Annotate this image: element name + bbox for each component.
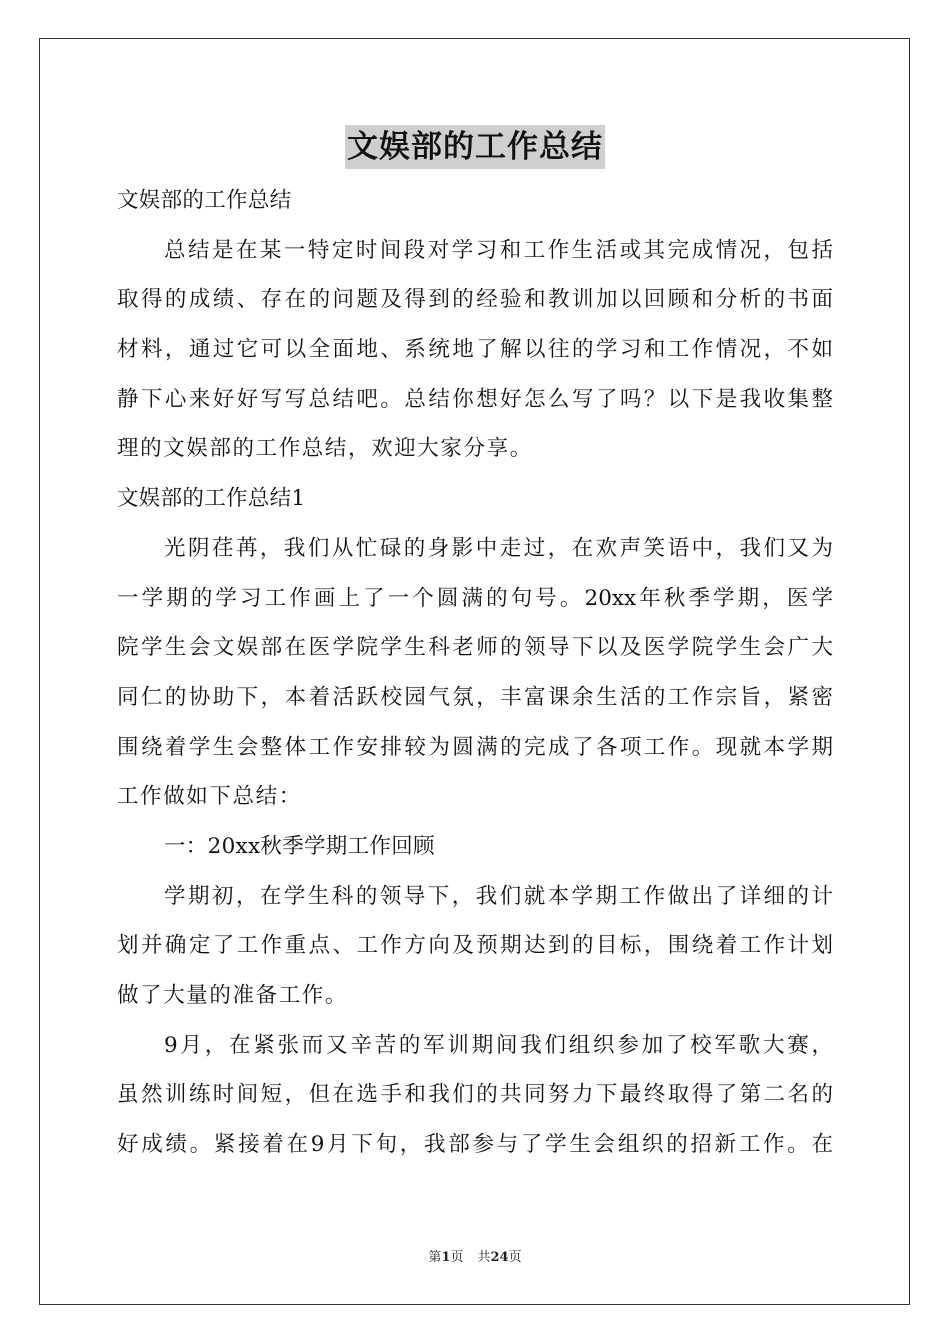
paragraph-line: 理的文娱部的工作总结，欢迎大家分享。 (117, 436, 533, 462)
paragraph-line: 划并确定了工作重点、工作方向及预期达到的目标，围绕着工作计划 (117, 933, 833, 959)
document-title-text: 文娱部的工作总结 (345, 125, 605, 169)
paragraph-line: 虽然训练时间短，但在选手和我们的共同努力下最终取得了第二名的 (117, 1082, 833, 1108)
paragraph-line: 静下心来好好写写总结吧。总结你想好怎么写了吗？以下是我收集整 (117, 386, 833, 412)
paragraph-line: 9月，在紧张而又辛苦的军训期间我们组织参加了校军歌大赛， (164, 1032, 833, 1058)
paragraph-line: 围绕着学生会整体工作安排较为圆满的完成了各项工作。现就本学期 (117, 734, 833, 760)
subsection-heading: 一：20xx秋季学期工作回顾 (164, 833, 435, 859)
subtitle-line: 文娱部的工作总结 (117, 188, 292, 213)
paragraph-line: 学期初，在学生科的领导下，我们就本学期工作做出了详细的计 (164, 883, 833, 909)
paragraph-line: 总结是在某一特定时间段对学习和工作生活或其完成情况，包括 (164, 237, 833, 263)
paragraph-line: 工作做如下总结： (117, 784, 302, 810)
paragraph-line: 取得的成绩、存在的问题及得到的经验和教训加以回顾和分析的书面 (117, 287, 833, 313)
page-number-footer (0, 1246, 950, 1265)
paragraph-line: 做了大量的准备工作。 (117, 983, 349, 1008)
paragraph-line: 好成绩。紧接着在9月下旬，我部参与了学生会组织的招新工作。在 (117, 1132, 833, 1158)
total-prefix: 共 (477, 1250, 491, 1265)
page-suffix: 页 (450, 1250, 464, 1265)
paragraph-line: 材料，通过它可以全面地、系统地了解以往的学习和工作情况，不如 (117, 337, 833, 363)
paragraph-line: 一学期的学习工作画上了一个圆满的句号。20xx年秋季学期，医学 (117, 585, 833, 611)
paragraph-line: 同仁的协助下，本着活跃校园气氛，丰富课余生活的工作宗旨，紧密 (117, 684, 833, 710)
paragraph-line: 院学生会文娱部在医学院学生科老师的领导下以及医学院学生会广大 (117, 635, 833, 661)
page-prefix: 第 (428, 1250, 442, 1265)
current-page-number: 1 (441, 1250, 451, 1265)
paragraph-line: 光阴荏苒，我们从忙碌的身影中走过，在欢声笑语中，我们又为 (164, 535, 833, 561)
document-title (0, 125, 950, 169)
total-page-count: 24 (490, 1250, 509, 1265)
section-heading: 文娱部的工作总结1 (117, 486, 306, 512)
total-suffix: 页 (508, 1250, 522, 1265)
document-body (117, 176, 833, 1170)
